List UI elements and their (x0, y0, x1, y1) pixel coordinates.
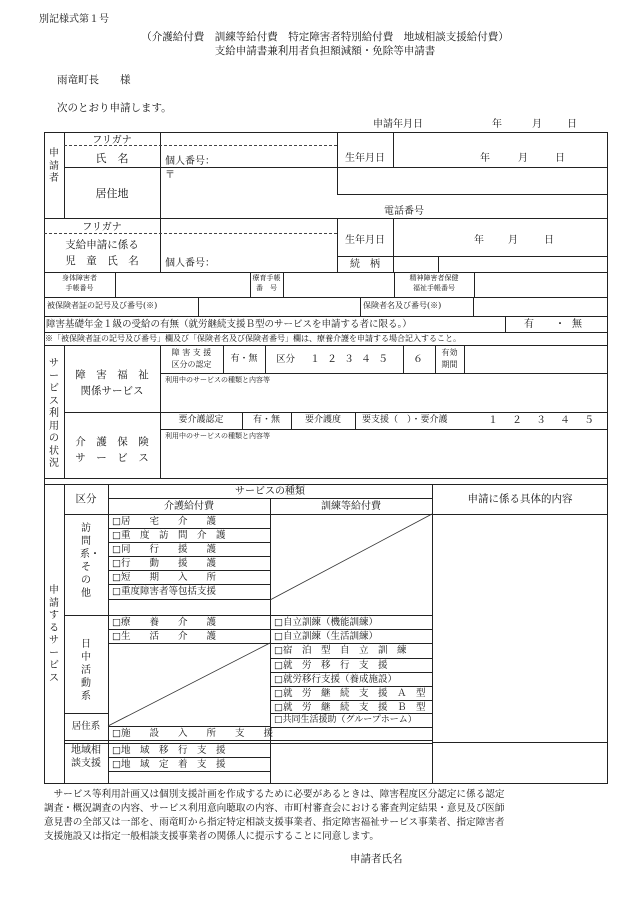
service-types-header: サービスの種類 (235, 486, 305, 497)
signature-label: 申請者氏名 (350, 853, 403, 865)
physical-handbook-label-1: 身体障害者 (62, 274, 97, 282)
welfare-note: 利用中のサービスの種類と内容等 (165, 376, 270, 384)
child-birth-year: 年 (474, 235, 484, 246)
apply-date-month: 月 (532, 119, 542, 130)
child-birth-day: 日 (544, 235, 554, 246)
child-label-line2: 児 童 氏 名 (65, 255, 139, 267)
apply-date-day: 日 (567, 119, 577, 130)
applicant-birth-year: 年 (480, 153, 490, 164)
service-item-group-home[interactable]: □共同生活援助（グループホーム） (274, 715, 417, 725)
pension-no: 無 (572, 319, 582, 330)
child-birth-month: 月 (508, 235, 518, 246)
consent-line-1: サービス等利用計画又は個別支援計画を作成するために必要があるときは、障害程度区分認定に係る認定 (44, 789, 505, 800)
service-item-work-continuation-a[interactable]: □就 労 継 続 支 援 Ａ 型 (274, 688, 426, 699)
care-benefit-header: 介護給付費 (164, 501, 214, 512)
support-level-label-1: 障 害 支 援 (171, 348, 212, 357)
pension-yes: 有 (524, 319, 534, 330)
service-item-work-continuation-b[interactable]: □就 労 継 続 支 援 Ｂ 型 (274, 702, 426, 713)
service-item-overnight-training[interactable]: □宿 泊 型 自 立 訓 練 (274, 645, 407, 656)
child-relation-label: 続 柄 (350, 259, 380, 270)
consent-line-3: 意見書の全部又は一部を、雨竜町から指定特定相談支援事業者、指定障害福祉サービス事業者、指定障害者 (44, 817, 505, 828)
services-category-header: 区分 (75, 493, 97, 505)
training-benefit-header: 訓練等給付費 (321, 501, 381, 512)
rehab-handbook-label-2: 番 号 (256, 284, 277, 292)
service-item-functional-training[interactable]: □自立訓練（機能訓練） (274, 617, 378, 628)
care-yes-no: 有・無 (252, 415, 280, 425)
service-item-community-transition[interactable]: □地 域 移 行 支 援 (112, 745, 226, 756)
addressee: 雨竜町長 様 (57, 74, 131, 86)
apply-date-year: 年 (492, 119, 502, 130)
support-level-4: ４ (361, 354, 371, 365)
community-category-label: 地域相談支援 (71, 745, 101, 769)
applicant-individual-number: 個人番号： (165, 156, 215, 167)
service-item-accompany-support[interactable]: □同 行 援 護 (112, 544, 216, 555)
welfare-label-line1: 障 害 福 祉 (75, 369, 149, 381)
form-title-line2: 支給申請書兼利用者負担額減額・免除等申請書 (214, 45, 436, 57)
mental-handbook-label-2: 福祉手帳番号 (413, 284, 455, 292)
consent-line-2: 調査・概況調査の内容、サービス利用意向聴取の内容、市町村審査会における審査判定結果・意見及び医師 (44, 803, 505, 814)
insured-symbol-label: 被保険者証の記号及び番号(※) (47, 301, 158, 310)
care-level-2: ２ (512, 415, 522, 426)
care-note: 利用中のサービスの種類と内容等 (165, 432, 270, 440)
service-item-community-settlement[interactable]: □地 域 定 着 支 援 (112, 759, 226, 770)
support-level-label-2: 区分の認定 (171, 360, 212, 369)
applicant-phone-label: 電話番号 (384, 206, 424, 217)
service-item-life-training[interactable]: □自立訓練（生活訓練） (274, 631, 378, 642)
care-cert-label: 要介護認定 (178, 415, 224, 425)
care-level-4: ４ (560, 415, 570, 426)
support-level-3: ３ (344, 354, 354, 365)
child-birth-label: 生年月日 (345, 235, 385, 246)
care-level-5: ５ (584, 415, 594, 426)
service-item-behavior-support[interactable]: □行 動 援 護 (112, 558, 216, 569)
care-level-label: 要介護度 (304, 415, 341, 425)
applicant-address-label: 居住地 (95, 187, 129, 200)
form-title-line1: （介護給付費 訓練等給付費 特定障害者特別給付費 地域相談支援給付費） (141, 31, 509, 43)
usage-side-label: サービス利用の状況 (49, 358, 59, 469)
care-support-label: 要支援（ ）・要介護 (362, 415, 448, 425)
physical-handbook-label-2: 手帳番号 (65, 284, 94, 292)
child-label-line1: 支給申請に係る (65, 239, 139, 251)
service-item-facility-admission[interactable]: □施 設 入 所 支 援 (112, 728, 273, 739)
care-level-3: ３ (536, 415, 546, 426)
rehab-handbook-label-1: 療育手帳 (252, 274, 281, 282)
applicant-furigana-label: フリガナ (92, 135, 132, 146)
support-category-label: 区分 (276, 354, 296, 365)
pension-dot: ・ (555, 319, 565, 330)
service-item-home-care[interactable]: □居 宅 介 護 (112, 516, 216, 527)
intro-text: 次のとおり申請します。 (57, 102, 172, 114)
service-item-severe-visit-care[interactable]: □重 度 訪 問 介 護 (112, 530, 226, 541)
mental-handbook-label-1: 精神障害者保健 (409, 274, 459, 282)
service-item-comprehensive-support[interactable]: □重度障害者等包括支援 (112, 586, 216, 597)
care-label-line2: サ ー ビ ス (75, 452, 149, 464)
applicant-name-label: 氏 名 (95, 152, 129, 165)
service-item-work-transition[interactable]: □就 労 移 行 支 援 (274, 660, 388, 671)
support-level-5: ５ (378, 354, 388, 365)
services-side-label: 申請するサービス (49, 585, 59, 684)
support-level-1: １ (310, 354, 320, 365)
applicant-postal-mark: 〒 (165, 170, 175, 181)
service-item-work-transition-school[interactable]: □就労移行支援（養成施設） (274, 674, 397, 685)
service-item-short-stay[interactable]: □短 期 入 所 (112, 572, 216, 583)
valid-period-label-2: 期間 (441, 360, 458, 369)
service-item-medical-care[interactable]: □療 養 介 護 (112, 617, 216, 628)
support-yes-no: 有・無 (230, 354, 258, 364)
day-category-label: 日中活動系 (81, 639, 91, 702)
applicant-birth-label: 生年月日 (345, 153, 385, 164)
valid-period-label-1: 有効 (441, 348, 458, 357)
insurance-note: ※「被保険者証の記号及び番号」欄及び「保険者名及び保険者番号」欄は、療養介護を申請する場合記入すること。 (45, 334, 461, 343)
care-level-1: １ (488, 415, 498, 426)
form-number: 別記様式第１号 (39, 14, 109, 25)
support-level-6: ６ (413, 354, 423, 365)
pension-question: 障害基礎年金１級の受給の有無（就労継続支援Ｂ型のサービスを申請する者に限る。） (46, 319, 412, 330)
applicant-side-label: 申請者 (49, 148, 59, 184)
support-level-2: ２ (327, 354, 337, 365)
apply-date-label: 申請年月日 (373, 119, 423, 130)
content-header: 申請に係る具体的内容 (467, 493, 573, 505)
service-item-life-care[interactable]: □生 活 介 護 (112, 631, 216, 642)
welfare-label-line2: 関係サービス (80, 385, 144, 397)
insurer-label: 保険者名及び番号(※) (363, 301, 442, 310)
visit-category-label: 訪問系・その他 (80, 523, 100, 599)
applicant-birth-month: 月 (518, 153, 528, 164)
care-label-line1: 介 護 保 険 (75, 436, 149, 448)
child-furigana-label: フリガナ (82, 222, 122, 233)
child-individual-number: 個人番号： (165, 258, 215, 269)
residence-category-label: 居住系 (71, 721, 101, 732)
consent-line-4: 支援施設又は指定一般相談支援事業者の関係人に提示することに同意します。 (44, 831, 380, 842)
applicant-birth-day: 日 (555, 153, 565, 164)
